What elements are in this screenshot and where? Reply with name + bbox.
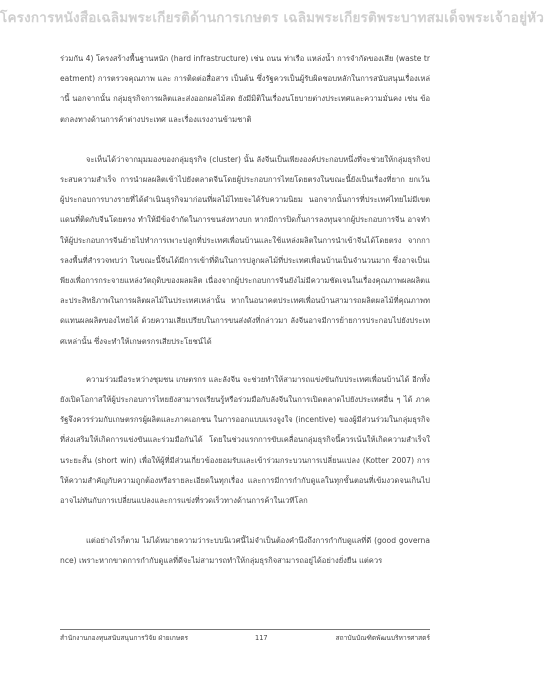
paragraph-infrastructure: ร่วมกัน 4) โครงสร้างพื้นฐานหนัก (hard infrastructure) เช่น ถนน ท่าเรือ แหล่งน้ำ การจำกัดของเสีย (waste treatment) การตรวจคุณภาพ และ การติดต่อสื่อสาร เป็นต้น ซึ่งรัฐควรเป็นผู้รับผิดชอบหลักในการสนับสนุนเรื่องเหล่านี้ นอกจากนั้น กลุ่มธุรกิจการผลิตและส่งออกผลไม้สด ยังมีมิติในเรื่องนโยบายต่างประเทศและความมั่นคง เช่น ข้อตกลงทางด้านการค้าต่างประเทศ และเรื่องแรงงานข้ามชาติ <box>60 54 430 124</box>
running-header: โครงการหนังสือเฉลิมพระเกียรติด้านการเกษตร เฉลิมพระเกียรติพระบาทสมเด็จพระเจ้าอยู่หัว <box>0 10 544 26</box>
paragraph-good-governance: แต่อย่างไรก็ตาม ไม่ได้หมายความว่าระบบนิเวศนี้ไม่จำเป็นต้องคำนึงถึงการกำกับดูแลที่ดี (good governance) เพราะหากขาดการกำกับดูแลที่ดีจะไม่สามารถทำให้กลุ่มธุรกิจสามารถอยู่ได้อย่างยั่งยืน แต่ควร <box>60 536 430 566</box>
page-number: 117 <box>255 634 268 642</box>
page-body <box>60 49 430 572</box>
footer-institute: สถาบันบัณฑิตพัฒนบริหารศาสตร์ <box>335 634 430 642</box>
paragraph-cluster-perspective: จะเห็นได้ว่าจากมุมมองของกลุ่มธุรกิจ (cluster) นั้น ลังจีนเป็นเพียงองค์ประกอบหนึ่งที่จะช่วยให้กลุ่มธุรกิจประสบความสำเร็จ การนำผลผลิตเข้าไปยังตลาดจีนโดยผู้ประกอบการไทยโดยตรงในขณะนี้ยังเป็นเรื่องที่ยาก ยกเว้นผู้ประกอบการบางรายที่ได้ดำเนินธุรกิจมาก่อนที่ผลไม้ไทยจะได้รับความนิยม นอกจากนั้นการที่ประเทศไทยไม่มีเขตแดนที่ติดกับจีนโดยตรง ทำให้มีข้อจำกัดในการขนส่งทางบก หากมีการปิดกั้นการลงทุนจากผู้ประกอบการจีน อาจทำให้ผู้ประกอบการจีนย้ายไปทำการเพาะปลูกที่ประเทศเพื่อนบ้านและใช้แหล่งผลิตในการนำเข้าจีนได้โดยตรง จากการลงพื้นที่สำรวจพบว่า ในขณะนี้จีนได้มีการเข้าที่ดินในการปลูกผลไม้ที่ประเทศเพื่อนบ้านเป็นจำนวนมาก ซึ่งอาจเป็นเพียงเพื่อการกระจายแหล่งวัตถุดิบของผลผลิต เนื่องจากผู้ประกอบการจีนยังไม่มีความชัดเจนในเรื่องคุณภาพผลผลิตและประสิทธิภาพในการผลิตผลไม้ในประเทศเหล่านั้น หากในอนาคตประเทศเพื่อนบ้านสามารถผลิตผลไม้ที่คุณภาพทดแทนผลผลิตของไทยได้ ด้วยความเสียเปรียบในการขนส่งดังที่กล่าวมา ลังจีนอาจมีการย้ายการประกอบไปยังประเทศเหล่านั้น ซึ่งจะทำให้เกษตรกรเสียประโยชน์ได้ <box>60 154 430 346</box>
footer-divider <box>60 629 430 630</box>
paragraph-cooperation: ความร่วมมือระหว่างชุมชน เกษตรกร และลังจีน จะช่วยทำให้สามารถแข่งขันกับประเทศเพื่อนบ้านได้ อีกทั้งยังเปิดโอกาสให้ผู้ประกอบการไทยยังสามารถเรียนรู้หรือร่วมมือกับลังจีนในการเปิดตลาดไปยังประเทศอื่น ๆ ได้ ภาครัฐจึงควรร่วมกับเกษตรกรผู้ผลิตและภาคเอกชน ในการออกแบบแรงจูงใจ (incentive) ของผู้มีส่วนร่วมในกลุ่มธุรกิจ ที่ส่งเสริมให้เกิดการแข่งขันและร่วมมือกันได้ โดยในช่วงแรกการขับเคลื่อนกลุ่มธุรกิจนี้ควรเน้นให้เกิดความสำเร็จในระยะสั้น (short win) เพื่อให้ผู้ที่มีส่วนเกี่ยวข้องยอมรับและเข้าร่วมกระบวนการเปลี่ยนแปลง (Kotter 2007) การให้ความสำคัญกับความถูกต้องหรือรายละเอียดในทุกเรื่อง และการมีการกำกับดูแลในทุกขั้นตอนที่เข้มงวดจนเกินไป อาจไม่ทันกับการเปลี่ยนแปลงและการแข่งที่รวดเร็วทางด้านการค้าในเวทีโลก <box>60 374 430 506</box>
footer-organization: สำนักงานกองทุนสนับสนุนการวิจัย ฝ่ายเกษตร <box>60 634 189 642</box>
